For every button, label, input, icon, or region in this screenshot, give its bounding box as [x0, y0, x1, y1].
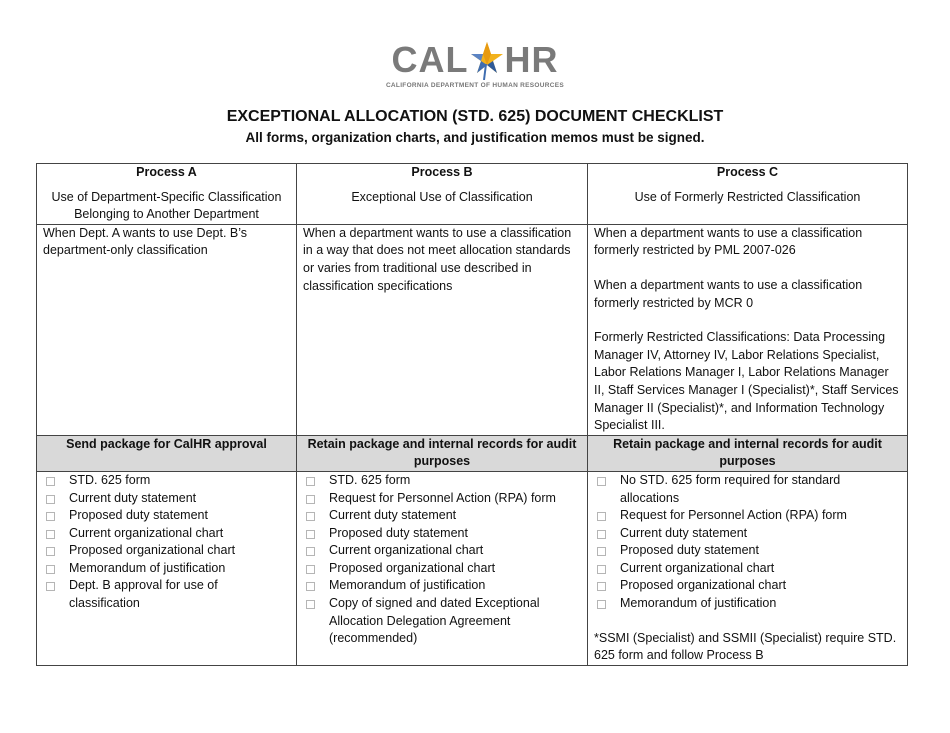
checklist-item [303, 472, 581, 490]
checklist-item-label: Memorandum of justification [620, 596, 777, 611]
checklist-item [303, 542, 581, 560]
checklist-item [303, 525, 581, 543]
process-title: Use of Formerly Restricted Classification [634, 189, 861, 204]
checkbox[interactable] [46, 512, 55, 521]
checklist-item-label: Proposed organizational chart [620, 578, 787, 593]
star-icon [470, 40, 504, 80]
checklist-item [43, 490, 290, 508]
checkbox[interactable] [306, 565, 315, 574]
checklist-item [43, 577, 290, 612]
checklist-item-label: Current organizational chart [69, 525, 224, 540]
condition-text: When a department wants to use a classification formerly restricted by MCR 0 [594, 277, 863, 310]
checklist-item-label: No STD. 625 form required for standard allocations [620, 472, 841, 505]
process-c-header [588, 164, 908, 225]
checklist-item [43, 507, 290, 525]
checklist-item [43, 560, 290, 578]
checklist-item-label: Memorandum of justification [69, 560, 226, 575]
process-name: Process C [716, 165, 779, 179]
checklist-item-label: Proposed organizational chart [329, 560, 496, 575]
checkbox[interactable] [306, 512, 315, 521]
process-a-action: Send package for CalHR approval [37, 435, 297, 471]
checklist-item [594, 525, 901, 543]
process-a-header [37, 164, 297, 225]
process-title: Exceptional Use of Classification [351, 189, 533, 204]
checklist-item-label: Proposed duty statement [329, 525, 468, 540]
process-a-conditions [37, 224, 297, 435]
checklist-item-label: Copy of signed and dated Exceptional Allocation Delegation Agreement (recommended) [329, 596, 540, 646]
condition-text: When a department wants to use a classification in a way that does not meet allocation standards or varies from traditional use described in classification specifications [303, 225, 572, 293]
logo-subtitle: CALIFORNIA DEPARTMENT OF HUMAN RESOURCES [385, 82, 565, 89]
condition-row [37, 224, 908, 435]
checklist-row [37, 471, 908, 665]
checkbox[interactable] [306, 547, 315, 556]
checklist-item [43, 542, 290, 560]
checklist-item-label: Current organizational chart [620, 560, 775, 575]
checkbox[interactable] [46, 565, 55, 574]
process-name: Process A [136, 165, 197, 179]
checklist-item-label: Proposed organizational chart [69, 543, 236, 558]
checkbox[interactable] [46, 530, 55, 539]
page-title: EXCEPTIONAL ALLOCATION (STD. 625) DOCUMENT CHECKLIST [226, 108, 724, 125]
checkbox[interactable] [306, 600, 315, 609]
process-c-conditions [588, 224, 908, 435]
checklist-item [303, 507, 581, 525]
checklist-item-label: Current organizational chart [329, 543, 484, 558]
footnote: *SSMI (Specialist) and SSMII (Specialist) require STD. 625 form and follow Process B [594, 630, 897, 663]
checklist-item [594, 472, 901, 507]
checklist-item-label: Current duty statement [329, 508, 457, 523]
checklist-item-label: Request for Personnel Action (RPA) form [329, 490, 556, 505]
checkbox[interactable] [597, 477, 606, 486]
restricted-classifications-text: Formerly Restricted Classifications: Data Processing Manager IV, Attorney IV, Labor Relations Specialist, Labor Relations Manager I, Labor Relations Manager II, Staff Services Manager I (Specialist)*, Staff Services Manager II (Specialist)*, and Information Technology Specialist III. [594, 330, 899, 433]
checklist-item [303, 490, 581, 508]
checklist-item [594, 560, 901, 578]
process-c-action: Retain package and internal records for audit purposes [588, 435, 908, 471]
process-b-checklist [297, 471, 588, 665]
checklist-item [303, 577, 581, 595]
checkbox[interactable] [46, 582, 55, 591]
checkbox[interactable] [597, 600, 606, 609]
checkbox[interactable] [46, 547, 55, 556]
checkbox[interactable] [46, 495, 55, 504]
checklist-item-label: Proposed duty statement [620, 543, 759, 558]
checklist-item-label: Current duty statement [620, 525, 748, 540]
condition-text: When a department wants to use a classification formerly restricted by PML 2007-026 [594, 225, 863, 258]
process-name: Process B [411, 165, 473, 179]
checklist-table [36, 163, 908, 666]
checkbox[interactable] [597, 530, 606, 539]
checklist-item [594, 595, 901, 613]
condition-text: When Dept. A wants to use Dept. B’s department-only classification [43, 225, 248, 258]
checkbox[interactable] [46, 477, 55, 486]
checkbox[interactable] [597, 565, 606, 574]
checklist-item [43, 472, 290, 490]
checklist-item [303, 560, 581, 578]
checklist-item-label: Request for Personnel Action (RPA) form [620, 508, 847, 523]
process-c-checklist [588, 471, 908, 665]
process-a-checklist [37, 471, 297, 665]
checklist-item-label: Memorandum of justification [329, 578, 486, 593]
checklist-item [594, 507, 901, 525]
checklist-item-label: STD. 625 form [69, 472, 151, 487]
checklist-item [594, 577, 901, 595]
process-b-conditions [297, 224, 588, 435]
checklist-item-label: Dept. B approval for use of classification [69, 578, 218, 611]
checklist-item-label: Current duty statement [69, 490, 197, 505]
checklist-item [594, 542, 901, 560]
page-subtitle: All forms, organization charts, and justification memos must be signed. [245, 130, 705, 145]
checkbox[interactable] [597, 512, 606, 521]
checkbox[interactable] [306, 477, 315, 486]
calhr-logo [0, 40, 950, 95]
process-b-action: Retain package and internal records for audit purposes [297, 435, 588, 471]
checkbox[interactable] [306, 530, 315, 539]
process-header-row [37, 164, 908, 225]
checklist-item-label: Proposed duty statement [69, 508, 208, 523]
action-row [37, 435, 908, 471]
logo-text-cal: CAL [391, 39, 469, 80]
logo-text-hr: HR [504, 39, 559, 80]
checklist-item [303, 595, 581, 648]
checkbox[interactable] [306, 582, 315, 591]
checklist-item [43, 525, 290, 543]
process-title: Use of Department-Specific Classification Belonging to Another Department [51, 189, 282, 222]
checkbox[interactable] [597, 582, 606, 591]
process-b-header [297, 164, 588, 225]
checkbox[interactable] [306, 495, 315, 504]
checklist-item-label: STD. 625 form [329, 472, 411, 487]
checkbox[interactable] [597, 547, 606, 556]
